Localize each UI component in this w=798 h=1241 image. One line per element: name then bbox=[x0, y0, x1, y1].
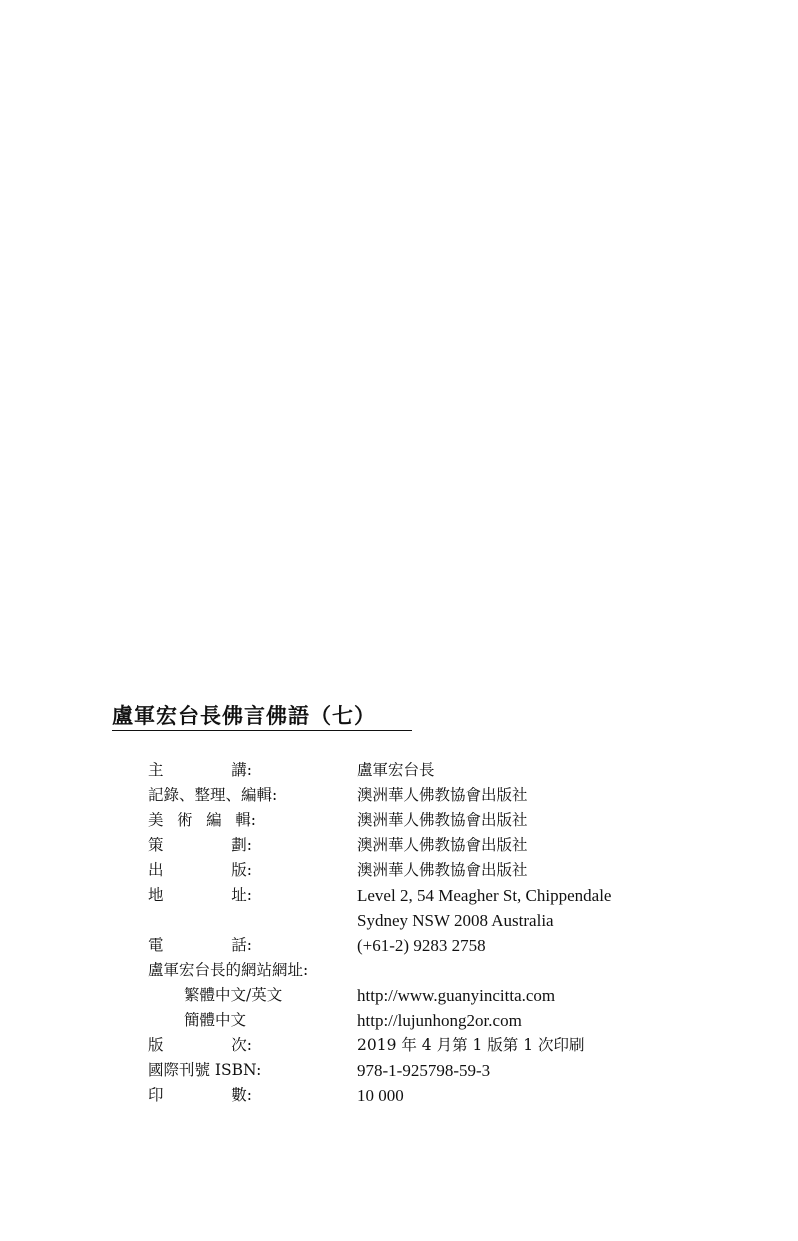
speaker-label-part: 講: bbox=[231, 761, 252, 779]
publisher-label-part: 出 bbox=[148, 861, 164, 879]
websites-row bbox=[148, 958, 668, 983]
edition-row bbox=[148, 1033, 668, 1058]
planning-label-part: 策 bbox=[148, 836, 164, 854]
phone-label bbox=[148, 933, 252, 958]
print-run-label-part: 印 bbox=[148, 1086, 164, 1104]
title-underline bbox=[112, 730, 412, 731]
planning-row bbox=[148, 833, 668, 858]
planning-value: 澳洲華人佛教協會出版社 bbox=[357, 836, 528, 854]
edition-label-part: 次: bbox=[231, 1036, 252, 1054]
art-editor-label-part: 輯: bbox=[235, 811, 256, 829]
website-simplified-row bbox=[148, 1008, 668, 1033]
address-label-part: 址: bbox=[231, 886, 252, 904]
address-label bbox=[148, 883, 252, 908]
publisher-value: 澳洲華人佛教協會出版社 bbox=[357, 861, 528, 879]
publisher-label-part: 版: bbox=[231, 861, 252, 879]
editors-row bbox=[148, 783, 668, 808]
address-row bbox=[148, 883, 668, 908]
address-row-continued bbox=[148, 908, 668, 933]
isbn-row bbox=[148, 1058, 668, 1083]
speaker-label bbox=[148, 758, 252, 783]
website-traditional-link[interactable]: http://www.guanyincitta.com bbox=[357, 986, 556, 1005]
editors-label: 記錄、整理、編輯: bbox=[148, 786, 278, 804]
isbn-label: 國際刊號 ISBN: bbox=[148, 1061, 262, 1079]
print-run-label bbox=[148, 1083, 252, 1108]
phone-label-part: 話: bbox=[231, 936, 252, 954]
website-simplified-label: 簡體中文 bbox=[184, 1011, 247, 1029]
print-run-label-part: 數: bbox=[231, 1086, 252, 1104]
book-title: 盧軍宏台長佛言佛語（七） bbox=[112, 703, 376, 728]
phone-value: (+61-2) 9283 2758 bbox=[357, 936, 486, 955]
website-traditional-label: 繁體中文/英文 bbox=[184, 986, 283, 1004]
edition-label-part: 版 bbox=[148, 1036, 164, 1054]
speaker-row bbox=[148, 758, 668, 783]
planning-label bbox=[148, 833, 252, 858]
edition-value: 2019 年 4 月第 1 版第 1 次印刷 bbox=[357, 1036, 585, 1054]
phone-label-part: 電 bbox=[148, 936, 164, 954]
colophon-block bbox=[148, 758, 668, 1108]
art-editor-value: 澳洲華人佛教協會出版社 bbox=[357, 811, 528, 829]
art-editor-label bbox=[148, 808, 256, 833]
edition-label bbox=[148, 1033, 252, 1058]
publisher-row bbox=[148, 858, 668, 883]
speaker-label-part: 主 bbox=[148, 761, 164, 779]
planning-label-part: 劃: bbox=[231, 836, 252, 854]
print-run-row bbox=[148, 1083, 668, 1108]
website-simplified-link[interactable]: http://lujunhong2or.com bbox=[357, 1011, 522, 1030]
phone-row bbox=[148, 933, 668, 958]
print-run-value: 10 000 bbox=[357, 1086, 404, 1105]
website-traditional-row bbox=[148, 983, 668, 1008]
editors-value: 澳洲華人佛教協會出版社 bbox=[357, 786, 528, 804]
art-editor-label-part: 編 bbox=[206, 811, 222, 829]
art-editor-label-part: 術 bbox=[177, 811, 193, 829]
art-editor-label-part: 美 bbox=[148, 811, 164, 829]
speaker-value: 盧軍宏台長 bbox=[357, 761, 435, 779]
isbn-value: 978-1-925798-59-3 bbox=[357, 1061, 491, 1080]
websites-label: 盧軍宏台長的網站網址: bbox=[148, 961, 309, 979]
art-editor-row bbox=[148, 808, 668, 833]
address-line-1: Level 2, 54 Meagher St, Chippendale bbox=[357, 886, 612, 905]
address-line-2: Sydney NSW 2008 Australia bbox=[357, 911, 554, 930]
address-label-part: 地 bbox=[148, 886, 164, 904]
publisher-label bbox=[148, 858, 252, 883]
